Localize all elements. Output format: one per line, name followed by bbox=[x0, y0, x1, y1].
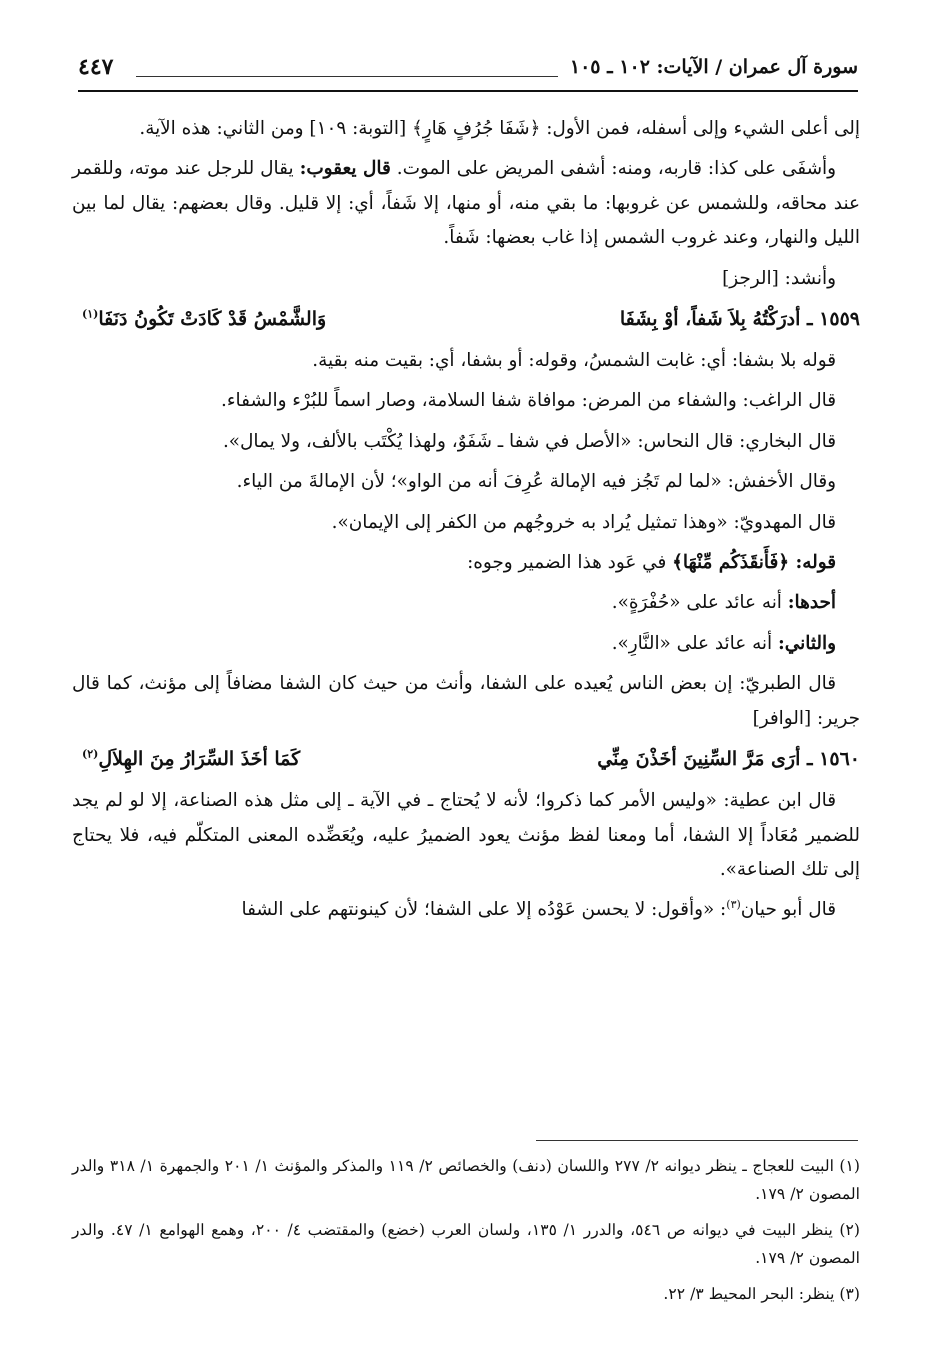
paragraph: وأنشد: [الرجز] bbox=[722, 267, 836, 289]
paragraph: قال الطبريّ: إن بعض الناس يُعيده على الشفا، وأنث من حيث كان الشفا مضافاً إلى مؤنث، كما قال جرير: [الوافر] bbox=[72, 673, 860, 729]
footnote: (١) البيت للعجاج ـ ينظر ديوانه ٢/ ٢٧٧ واللسان (دنف) والخصائص ٢/ ١١٩ والمذكر والمؤنث ١/ ٢٠١ والجمهرة ١/ ٣١٨ والدر المصون ٢/ ١٧٩. bbox=[72, 1157, 860, 1203]
paragraph bbox=[72, 546, 860, 580]
point-label: والثاني: bbox=[778, 632, 836, 654]
page-number: ٤٤٧ bbox=[78, 54, 114, 80]
footnote-separator bbox=[536, 1140, 858, 1141]
page-header bbox=[78, 52, 858, 92]
footnotes bbox=[72, 1152, 860, 1316]
text-run: وأشفَى على كذا: قاربه، ومنه: أشفى المريض على الموت. bbox=[396, 158, 836, 180]
main-text bbox=[72, 112, 860, 934]
paragraph bbox=[72, 627, 860, 661]
text-run: قال أبو حيان bbox=[740, 899, 836, 921]
verse-second-hemistich bbox=[72, 302, 326, 336]
paragraph: قال ابن عطية: «وليس الأمر كما ذكروا؛ لأنه لا يُحتاج ـ في الآية ـ إلى مثل هذه الصناعة، إلا لو لم يجد للضمير مُعَاداً إلا الشفا، أما ومعنا لفظ مؤنث يعود الضميرُ عليه، ويُعَضِّده المعنى المتكلّم فيه، فلا يحتاج إلى تلك الصناعة». bbox=[72, 790, 860, 880]
paragraph: قال المهدويّ: «وهذا تمثيل يُراد به خروجُهم من الكفر إلى الإيمان». bbox=[331, 511, 836, 533]
paragraph: قوله بلا بشفا: أي: غابت الشمسُ، وقوله: أو بشفا، أي: بقيت منه بقية. bbox=[312, 350, 836, 372]
footnote: (٣) ينظر: البحر المحيط ٣/ ٢٢. bbox=[663, 1285, 860, 1303]
paragraph: قال الراغب: والشفاء من المرض: موافاة شفا السلامة، وصار اسماً للبُرْء والشفاء. bbox=[221, 390, 836, 412]
paragraph: إلى أعلى الشيء وإلى أسفله، فمن الأول: ﴿شَفَا جُرُفٍ هَارٍ﴾ [التوبة: ١٠٩] ومن الثاني: هذه الآية. bbox=[139, 118, 860, 139]
header-leader-line bbox=[136, 76, 558, 77]
paragraph bbox=[72, 893, 860, 927]
text-run: : «وأقول: لا يحسن عَوْدُه إلا على الشفا؛ لأن كينونتهم على الشفا bbox=[241, 899, 727, 921]
verse-first-hemistich: ١٥٦٠ ـ أرَى مَرَّ السِّنِينَ أخَذْنَ مِنِّي bbox=[597, 748, 860, 771]
footnote-ref: (١) bbox=[82, 307, 99, 321]
verse-text: وَالشَّمْسُ قَدْ كَادَتْ تَكُونُ دَنَفَا bbox=[98, 308, 327, 331]
footnote-ref: (٣) bbox=[726, 898, 741, 912]
footnote-ref: (٢) bbox=[82, 747, 99, 761]
verse-second-hemistich bbox=[72, 742, 300, 776]
header-rule bbox=[78, 90, 858, 92]
paragraph bbox=[72, 152, 860, 255]
paragraph: وقال الأخفش: «لما لم تَجُز فيه الإمالة عُرِفَ أنه من الواو»؛ لأن الإمالةَ من الياء. bbox=[236, 471, 836, 493]
verse-1560 bbox=[72, 742, 860, 776]
running-title: سورة آل عمران / الآيات: ١٠٢ ـ ١٠٥ bbox=[569, 56, 858, 78]
paragraph bbox=[72, 586, 860, 620]
text-run: في عَود هذا الضمير وجوه: bbox=[467, 552, 673, 574]
footnote: (٢) ينظر البيت في ديوانه ص ٥٤٦، والدرر ١/ ١٣٥، ولسان العرب (خضع) والمقتضب ٤/ ٢٠٠، وهمع الهوامع ١/ ٤٧. والدر المصون ٢/ ١٧٩. bbox=[72, 1221, 860, 1267]
text-run: يقال للرجل عند موته، وللقمر عند محاقه، وللشمس عن غروبها: ما بقي منه، أو منها، إلا شَفاً، أي: إلا قليل. وقال بعضهم: يقال لما بين الليل والنهار، وعند غروب الشمس إذا غاب بعضها: شَفاً. bbox=[72, 158, 860, 249]
quran-quote: قوله: ﴿فَأَنقَذَكُم مِّنْهَا﴾ bbox=[672, 552, 836, 574]
point-label: أحدها: bbox=[787, 592, 836, 614]
verse-text: كَمَا أخَذَ السِّرَارُ مِنَ الهِلاَلِ bbox=[98, 748, 301, 771]
verse-first-hemistich: ١٥٥٩ ـ أدرَكْتُهُ بِلاَ شَفاً، أوْ بِشَفَا bbox=[619, 308, 860, 331]
paragraph: قال البخاري: قال النحاس: «الأصل في شفا ـ شَفَوٌ، ولهذا يُكْتَب بالألف، ولا يمال». bbox=[222, 430, 836, 452]
text-run: أنه عائد على «النَّارِ». bbox=[611, 632, 779, 654]
quoted-author: قال يعقوب: bbox=[299, 158, 391, 180]
verse-1559 bbox=[72, 302, 860, 336]
text-run: أنه عائد على «حُفْرَةٍ». bbox=[611, 592, 788, 614]
